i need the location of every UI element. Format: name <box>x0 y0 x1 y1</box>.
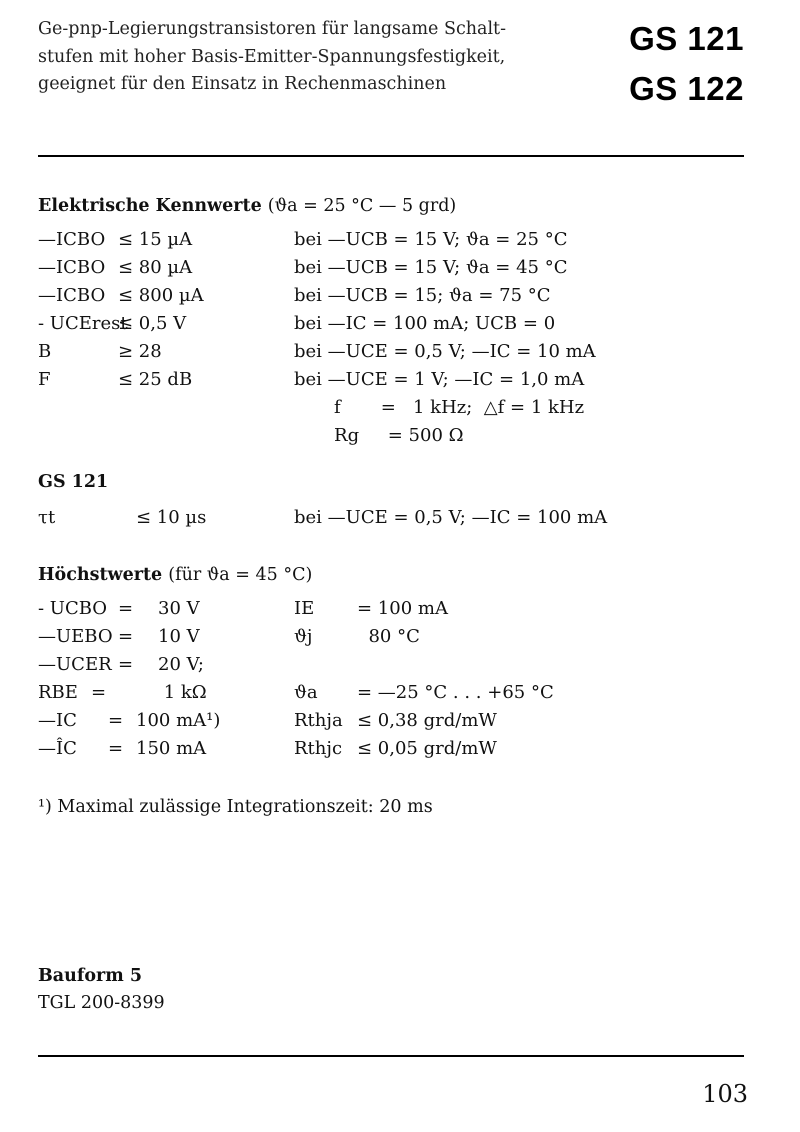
max-equals: = <box>118 598 134 619</box>
table-row <box>0 257 800 285</box>
tgl-number: TGL 200-8399 <box>38 993 165 1013</box>
max-value: 30 V <box>158 598 200 619</box>
param-label: —ICBO <box>38 229 106 250</box>
max-value: 1 kΩ <box>158 682 207 703</box>
model-gs121: GS 121 <box>629 20 744 57</box>
max-param-2: Rthja <box>294 710 343 731</box>
max-param: - UCBO <box>38 598 108 619</box>
max-value-2: ≤ 0,38 grd/mW <box>357 710 497 731</box>
param-label: B <box>38 341 52 362</box>
table-row <box>0 313 800 341</box>
max-param: —ÎC <box>38 738 77 759</box>
electrical-heading <box>38 196 456 216</box>
max-param-2: ϑj <box>294 626 313 647</box>
max-param-2: IE <box>294 598 315 619</box>
param-label: —ICBO <box>38 285 106 306</box>
footnote: ¹) Maximal zulässige Integrationszeit: 20 ms <box>38 797 433 817</box>
gs121-heading: GS 121 <box>38 472 109 492</box>
param-label: —ICBO <box>38 257 106 278</box>
max-equals: = <box>91 682 107 703</box>
param-condition: bei —UCB = 15 V; ϑa = 25 °C <box>294 229 568 250</box>
param-value: ≤ 15 µA <box>118 229 193 250</box>
param-condition: bei —UCB = 15 V; ϑa = 45 °C <box>294 257 568 278</box>
table-row <box>0 369 800 397</box>
model-gs122: GS 122 <box>629 70 744 107</box>
max-value-2: 80 °C <box>357 626 420 647</box>
max-equals: = <box>108 738 124 759</box>
param-label: τt <box>38 507 56 528</box>
max-heading-title: Höchstwerte <box>38 565 163 585</box>
param-label: - UCErest <box>38 313 128 334</box>
param-value: ≤ 80 µA <box>118 257 193 278</box>
max-param-2: ϑa <box>294 682 318 703</box>
table-row <box>0 738 800 766</box>
param-value: ≥ 28 <box>118 341 162 362</box>
max-heading-condition: (für ϑa = 45 °C) <box>168 565 313 585</box>
param-condition: bei —UCE = 0,5 V; —IC = 10 mA <box>294 341 596 362</box>
table-row <box>0 710 800 738</box>
max-equals: = <box>118 654 134 675</box>
table-row <box>0 285 800 313</box>
table-row <box>0 397 800 425</box>
table-row <box>0 341 800 369</box>
max-param-2: Rthjc <box>294 738 343 759</box>
max-value-2: ≤ 0,05 grd/mW <box>357 738 497 759</box>
table-row <box>0 425 800 453</box>
table-row <box>0 598 800 626</box>
bottom-divider <box>38 1055 744 1057</box>
param-label: F <box>38 369 51 390</box>
table-row <box>0 229 800 257</box>
max-param: —UCER <box>38 654 112 675</box>
max-equals: = <box>108 710 124 731</box>
max-heading <box>38 565 312 585</box>
max-value-2: = 100 mA <box>357 598 448 619</box>
intro-line-1: Ge-pnp-Legierungstransistoren für langsame Schalt- <box>38 19 506 39</box>
electrical-heading-condition: (ϑa = 25 °C — 5 grd) <box>267 196 457 216</box>
max-value: 100 mA¹) <box>136 710 221 731</box>
max-param: —IC <box>38 710 77 731</box>
param-value: ≤ 25 dB <box>118 369 193 390</box>
page-number: 103 <box>702 1080 748 1108</box>
param-condition: bei —UCB = 15; ϑa = 75 °C <box>294 285 551 306</box>
table-row <box>0 682 800 710</box>
param-value: ≤ 0,5 V <box>118 313 187 334</box>
intro-line-2: stufen mit hoher Basis-Emitter-Spannungsfestigkeit, <box>38 46 506 67</box>
max-param: —UEBO <box>38 626 113 647</box>
max-param: RBE <box>38 682 78 703</box>
max-value: 20 V; <box>158 654 204 675</box>
param-value: ≤ 10 µs <box>136 507 207 528</box>
max-value-2: = —25 °C . . . +65 °C <box>357 682 554 703</box>
bauform-title: Bauform 5 <box>38 966 143 986</box>
table-row <box>0 507 800 535</box>
param-condition: bei —IC = 100 mA; UCB = 0 <box>294 313 556 334</box>
table-row <box>0 626 800 654</box>
electrical-heading-title: Elektrische Kennwerte <box>38 196 262 216</box>
param-condition: bei —UCE = 0,5 V; —IC = 100 mA <box>294 507 608 528</box>
param-condition: bei —UCE = 1 V; —IC = 1,0 mA <box>294 369 585 390</box>
max-equals: = <box>118 626 134 647</box>
intro-text <box>38 16 506 99</box>
param-condition: Rg = 500 Ω <box>294 425 464 446</box>
max-value: 10 V <box>158 626 200 647</box>
param-condition: f = 1 kHz; △f = 1 kHz <box>294 397 585 418</box>
max-value: 150 mA <box>136 738 207 759</box>
intro-line-3: geeignet für den Einsatz in Rechenmaschinen <box>38 74 447 94</box>
table-row <box>0 654 800 682</box>
top-divider <box>38 155 744 157</box>
param-value: ≤ 800 µA <box>118 285 204 306</box>
